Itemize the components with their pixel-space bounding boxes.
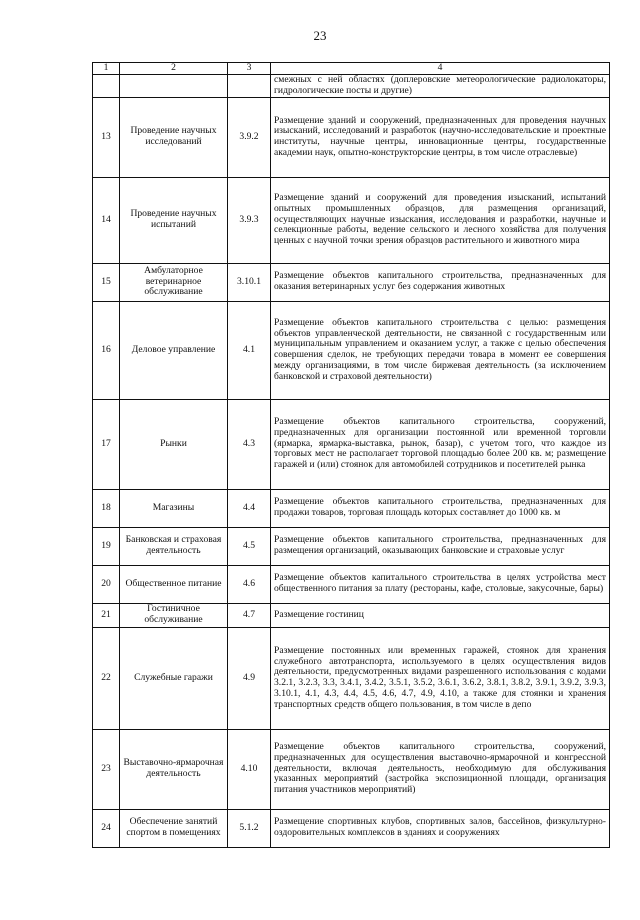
table-row [93,97,610,177]
row-use-name: Проведение научных исследований [120,97,228,177]
row-number: 22 [93,627,120,729]
row-description: Размещение объектов капитального строительства, сооружений, предназначенных для осуществления выставочно-ярмарочной и конгрессной деятельности, включая деятельность, необходимую для обслуживания указанных мероприятий (застройка экспозиционной площади, организация питания участников мероприятий) [271,729,610,809]
row-use-code: 5.1.2 [228,809,271,847]
row-number: 17 [93,399,120,489]
row-number: 18 [93,489,120,527]
row-use-code: 3.9.3 [228,177,271,263]
row-use-name [120,75,228,98]
row-description: Размещение объектов капитального строительства, предназначенных для оказания ветеринарных услуг без содержания животных [271,263,610,301]
row-description: смежных с ней областях (доплеровские метеорологические радиолокаторы, гидрологические посты и другие) [271,75,610,98]
table-row [93,527,610,565]
row-use-code: 4.1 [228,301,271,399]
table-row [93,177,610,263]
row-description: Размещение постоянных или временных гаражей, стоянок для хранения служебного автотранспорта, используемого в целях осуществления видов деятельности, предусмотренных видами разрешенного использования с кодами 3.2.1, 3.2.3, 3.3, 3.4.1, 3.4.2, 3.5.1, 3.5.2, 3.6.1, 3.6.2, 3.8.1, 3.8.2, 3.9.1, 3.9.2, 3.9.3, 3.10.1, 4.1, 4.3, 4.4, 4.5, 4.6, 4.7, 4.9, 4.10, а также для стоянки и хранения транспортных средств общего пользования, в том числе в депо [271,627,610,729]
row-use-name: Амбулаторное ветеринарное обслуживание [120,263,228,301]
row-use-code: 4.9 [228,627,271,729]
land-use-table [92,62,610,848]
row-number: 20 [93,565,120,603]
row-use-code: 3.10.1 [228,263,271,301]
row-use-name: Обеспечение занятий спортом в помещениях [120,809,228,847]
row-description: Размещение спортивных клубов, спортивных залов, бассейнов, физкультурно-оздоровительных комплексов в зданиях и сооружениях [271,809,610,847]
table-row [93,809,610,847]
row-number: 16 [93,301,120,399]
row-use-code: 4.10 [228,729,271,809]
row-use-name: Служебные гаражи [120,627,228,729]
table-row [93,627,610,729]
row-number: 24 [93,809,120,847]
header-col-4: 4 [271,63,610,75]
row-number: 21 [93,603,120,627]
page-number: 23 [313,28,327,43]
row-use-code: 4.7 [228,603,271,627]
row-number [93,75,120,98]
row-use-name: Общественное питание [120,565,228,603]
row-description: Размещение объектов капитального строительства, предназначенных для размещения организаций, оказывающих банковские и страховые услуг [271,527,610,565]
table-row [93,399,610,489]
row-number: 14 [93,177,120,263]
table-row [93,263,610,301]
row-use-code: 4.6 [228,565,271,603]
table-row [93,75,610,98]
row-use-name: Гостиничное обслуживание [120,603,228,627]
table-row [93,729,610,809]
row-number: 19 [93,527,120,565]
header-col-1: 1 [93,63,120,75]
table-row [93,489,610,527]
row-description: Размещение объектов капитального строительства, предназначенных для продажи товаров, торговая площадь которых составляет до 1000 кв. м [271,489,610,527]
row-description: Размещение зданий и сооружений, предназначенных для проведения научных изысканий, исследований и разработок (научно-исследовательские и проектные институты, научные центры, инновационные центры, государственные академии наук, опытно-конструкторские центры, в том числе отраслевые) [271,97,610,177]
row-number: 15 [93,263,120,301]
row-number: 13 [93,97,120,177]
row-use-name: Рынки [120,399,228,489]
row-use-name: Деловое управление [120,301,228,399]
row-use-name: Банковская и страховая деятельность [120,527,228,565]
table-row [93,565,610,603]
row-number: 23 [93,729,120,809]
row-description: Размещение объектов капитального строительства, сооружений, предназначенных для организации постоянной или временной торговли (ярмарка, ярмарка-выставка, рынок, базар), с учетом того, что каждое из торговых мест не располагает торговой площадью более 200 кв. м; размещение гаражей и (или) стоянок для автомобилей сотрудников и посетителей рынка [271,399,610,489]
row-description: Размещение объектов капитального строительства с целью: размещения объектов управленческой деятельности, не связанной с государственным или муниципальным управлением и оказанием услуг, а также с целью обеспечения совершения сделок, не требующих передачи товара в момент ее совершения между организациями, в том числе биржевая деятельность (за исключением банковской и страховой деятельности) [271,301,610,399]
header-col-2: 2 [120,63,228,75]
row-use-name: Проведение научных испытаний [120,177,228,263]
row-use-code: 4.3 [228,399,271,489]
row-description: Размещение объектов капитального строительства в целях устройства мест общественного питания за плату (рестораны, кафе, столовые, закусочные, бары) [271,565,610,603]
table-header-row [93,63,610,75]
row-use-code: 4.5 [228,527,271,565]
row-use-name: Магазины [120,489,228,527]
table-row [93,301,610,399]
row-use-code: 3.9.2 [228,97,271,177]
row-use-code: 4.4 [228,489,271,527]
row-use-name: Выставочно-ярмарочная деятельность [120,729,228,809]
row-use-code [228,75,271,98]
row-description: Размещение зданий и сооружений для проведения изысканий, испытаний опытных промышленных образцов, для размещения организаций, осуществляющих научные изыскания, исследования и разработки, научные и селекционные работы, ведение сельского и лесного хозяйства для получения ценных с научной точки зрения образцов растительного и животного мира [271,177,610,263]
table-row [93,603,610,627]
row-description: Размещение гостиниц [271,603,610,627]
header-col-3: 3 [228,63,271,75]
